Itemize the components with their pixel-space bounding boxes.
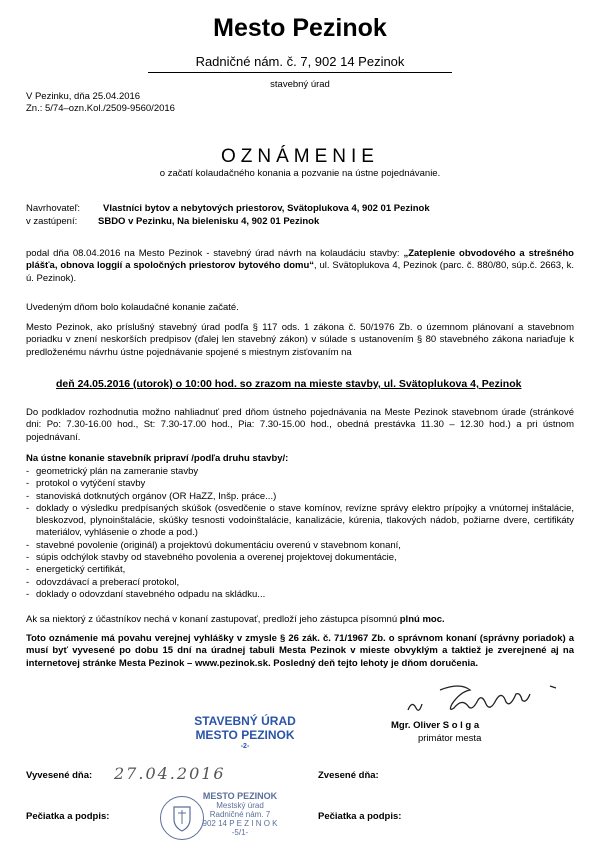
representative-value: SBDO v Pezinku, Na bielenisku 4, 902 01 Pezinok [98,216,320,227]
posted-label: Vyvesené dňa: [26,770,93,781]
list-item: - stavebné povolenie (originál) a projektovú dokumentáciu overenú v stavebnom konaní, [26,540,574,552]
representative-label: v zastúpení: [26,216,78,227]
handwritten-signature [400,680,590,720]
paragraph-application [26,248,574,285]
seal-line-4: 902 14 P E Z I N O K [202,819,278,828]
stamp-label-left: Pečiatka a podpis: [26,811,110,822]
paragraph-legal: Mesto Pezinok, ako príslušný stavebný úrad podľa § 117 ods. 1 zákona č. 50/1976 Zb. o územnom plánovaní a stavebnom poriadku v znení neskorších predpisov (ďalej len stavebný zákon) v súlade s ustanovením § 80 stavebného zákona nariaďuje k predloženému návrhu ústne pojednávanie spojené s miestnym zisťovaním na [26,322,574,358]
stamp-line-3: -2- [240,743,250,750]
seal-line-5: -5/1- [231,828,249,837]
notice-heading: OZNÁMENIE [221,146,379,167]
p5-start: Ak sa niektorý z účastníkov nechá v konaní zastupovať, predloží jeho zástupca písomnú [26,614,400,625]
city-seal-text [200,792,280,837]
coat-of-arms-icon [161,797,203,839]
power-of-attorney: plnú moc. [399,614,445,625]
meeting-date: deň 24.05.2016 (utorok) o 10:00 hod. so zrazom na mieste stavby, ul. Svätoplukova 4, Pezinok [56,378,522,390]
p1-start: podal dňa 08.04.2016 na Mesto Pezinok - stavebný úrad návrh na kolaudáciu stavby: [26,248,404,259]
list-item: - geometrický plán na zameranie stavby [26,466,574,478]
paragraph-documents: Do podkladov rozhodnutia možno nahliadnuť pred dňom ústneho pojednávania na Meste Pezinok stavebnom úrade (stránkové dni: Po: 7.30-16.00 hod., St: 7.30-17.00 hod., Pia: 7.30-15.00 hod., obedná prestávka 11.30 – 12.30 hod.) a pri ústnom pojednávaní. [26,407,574,443]
requirements-list [26,466,574,601]
list-title: Na ústne konanie stavebník pripraví /podľa druhu stavby/: [26,453,289,464]
building-name: „Zateplenie obvodového a strešného plášťa, obnova loggií a spoločných priestorov bytového domu“ [26,248,574,272]
paragraph-public-notice: Toto oznámenie má povahu verejnej vyhlášky v zmysle § 26 zák. č. 71/1967 Zb. o správnom konaní (správny poriadok) a musí byť vyvesené po dobu 15 dní na úradnej tabuli Mesta Pezinok v mieste obvyklým a taktiež je zverejnené aj na internetovej stránke Mesta Pezinok – www.pezinok.sk. Posledný deň tejto lehoty je dňom doručenia. [26,633,574,669]
seal-line-2: Mestský úrad [216,801,264,810]
list-item: - súpis odchýlok stavby od stavebného povolenia a overenej projektovej dokumentácie, [26,552,574,564]
office-stamp [180,714,310,751]
stamp-line-2: MESTO PEZINOK [195,728,295,742]
stamp-line-1: STAVEBNÝ ÚRAD [194,714,296,728]
list-item: - energetický certifikát, [26,564,574,576]
header-divider [148,72,452,73]
list-item: - doklady o odovzdaní stavebného odpadu na skládku... [26,589,574,601]
list-item: - doklady o výsledku predpísaných skúšok (osvedčenie o stave komínov, revízne správy elektro prípojky a vnútornej inštalácie, bleskozvod, plynoinštalácie, skúšky tesnosti vodoinštalácie, kanalizácie, kúrenia, tlakových nádob, požiarne dvere, certifikáty materiálov, vyhlásenie o zhode a pod.) [26,503,574,540]
paragraph-representation [26,614,574,626]
notice-subheading: o začatí kolaudačného konania a pozvanie na ústne pojednávanie. [159,168,441,179]
city-seal-icon [160,796,204,840]
paragraph-started: Uvedeným dňom bolo kolaudačné konanie začaté. [26,302,239,313]
reference-number: Zn.: 5/74–ozn.Kol./2509-9560/2016 [26,103,175,114]
removed-label: Zvesené dňa: [318,770,379,781]
seal-line-3: Radničné nám. 7 [209,810,271,819]
list-item: - odovzdávací a preberací protokol, [26,577,574,589]
office-name: stavebný úrad [270,79,330,90]
seal-line-1: MESTO PEZINOK [202,791,278,801]
signer-name: Mgr. Oliver S o l g a [391,720,480,731]
stamp-label-right: Pečiatka a podpis: [318,811,402,822]
city-title: Mesto Pezinok [213,14,387,42]
applicant-label: Navrhovateľ: [26,203,80,214]
place-date: V Pezinku, dňa 25.04.2016 [26,91,141,102]
p1-end: , ul. Svätoplukova 4, Pezinok (parc. č. 880/80, súp.č. 2663, k. ú. Pezinok). [26,260,574,284]
applicant-value: Vlastníci bytov a nebytových priestorov, Svätoplukova 4, 902 01 Pezinok [103,203,430,214]
city-address: Radničné nám. č. 7, 902 14 Pezinok [195,54,405,69]
posted-date-handwritten: 27.04.2016 [114,764,226,783]
list-item: - stanoviská dotknutých orgánov (OR HaZZ, Inšp. práce...) [26,491,574,503]
signer-role: primátor mesta [418,733,482,744]
list-item: - protokol o vytýčení stavby [26,478,574,490]
